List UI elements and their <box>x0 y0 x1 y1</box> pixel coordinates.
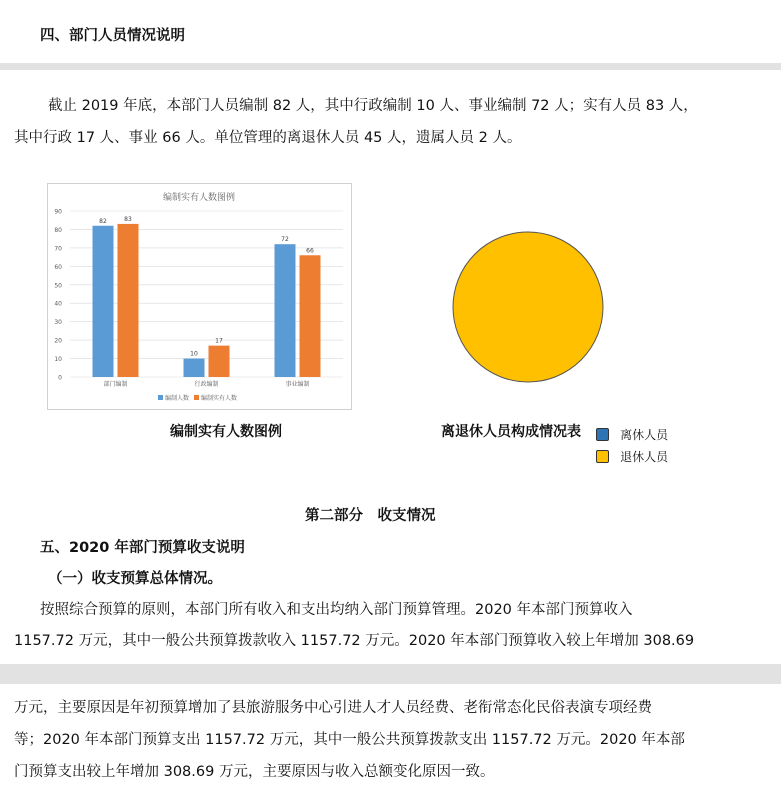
chart-title: 编制实有人数图例 <box>162 193 236 203</box>
bar-actual <box>118 224 139 377</box>
page-separator-top <box>0 63 781 70</box>
legend-swatch-tuixiu <box>596 450 609 463</box>
x-category-label: 事业编制 <box>285 381 310 388</box>
legend-label: 编制人数 <box>165 395 190 402</box>
subsection-heading-overview: （一）收支预算总体情况。 <box>48 571 222 587</box>
part-two-heading: 第二部分 收支情况 <box>305 508 436 524</box>
y-tick-label: 50 <box>54 282 62 290</box>
staff-paragraph-line-2: 其中行政 17 人、事业 66 人。单位管理的离退休人员 45 人，遗属人员 2 人。 <box>14 130 522 146</box>
bar-value-label: 82 <box>99 217 107 225</box>
legend-swatch <box>158 395 163 400</box>
x-category-label: 行政编制 <box>194 381 219 388</box>
bar-value-label: 83 <box>124 215 132 223</box>
legend-label-tuixiu: 退休人员 <box>620 450 669 464</box>
y-tick-label: 90 <box>54 208 62 216</box>
legend-label-lixiu: 离休人员 <box>620 428 669 442</box>
budget-paragraph-line-3: 万元，主要原因是年初预算增加了县旅游服务中心引进人才人员经费、老衔常态化民俗表演专项经费 <box>14 700 652 716</box>
budget-paragraph-line-2: 1157.72 万元，其中一般公共预算拨款收入 1157.72 万元。2020 年本部门预算收入较上年增加 308.69 <box>14 633 695 649</box>
bar-chart-caption: 编制实有人数图例 <box>170 424 282 440</box>
section-heading-staff: 四、部门人员情况说明 <box>40 28 185 44</box>
legend-label: 编制实有人数 <box>201 395 238 402</box>
legend-swatch-lixiu <box>596 428 609 441</box>
bar-actual <box>209 346 230 377</box>
bar-quota <box>184 359 205 377</box>
bar-value-label: 72 <box>281 236 289 244</box>
y-tick-label: 30 <box>54 319 62 327</box>
y-tick-label: 40 <box>54 300 62 308</box>
bar-value-label: 10 <box>190 350 198 358</box>
y-tick-label: 80 <box>54 226 62 234</box>
pie-slice-retired <box>453 232 603 382</box>
x-category-label: 部门编制 <box>103 381 128 388</box>
y-tick-label: 0 <box>58 374 62 382</box>
staff-bar-chart <box>47 183 352 410</box>
staff-paragraph-line-1: 截止 2019 年底，本部门人员编制 82 人，其中行政编制 10 人、事业编制 72 人；实有人员 83 人， <box>48 98 698 114</box>
pie-chart-caption: 离退休人员构成情况表 <box>441 424 581 440</box>
bar-value-label: 17 <box>215 337 223 345</box>
retiree-pie-chart <box>446 224 616 394</box>
bar-quota <box>93 226 114 377</box>
y-tick-label: 70 <box>54 245 62 253</box>
section-heading-budget: 五、2020 年部门预算收支说明 <box>40 540 245 556</box>
bar-quota <box>275 244 296 377</box>
y-tick-label: 10 <box>54 356 62 364</box>
y-tick-label: 60 <box>54 263 62 271</box>
legend-swatch <box>194 395 199 400</box>
budget-paragraph-line-4: 等；2020 年本部门预算支出 1157.72 万元，其中一般公共预算拨款支出 1157.72 万元。2020 年本部 <box>14 732 685 748</box>
pie-legend-item-tuixiu <box>596 446 668 465</box>
budget-paragraph-line-5: 门预算支出较上年增加 308.69 万元，主要原因与收入总额变化原因一致。 <box>14 764 495 780</box>
pie-legend-item-lixiu <box>596 424 668 443</box>
bar-chart-svg <box>48 184 351 409</box>
y-tick-label: 20 <box>54 337 62 345</box>
page-separator-middle <box>0 664 781 684</box>
budget-paragraph-line-1: 按照综合预算的原则，本部门所有收入和支出均纳入部门预算管理。2020 年本部门预算收入 <box>40 602 633 618</box>
bar-actual <box>300 255 321 377</box>
bar-value-label: 66 <box>306 247 314 255</box>
